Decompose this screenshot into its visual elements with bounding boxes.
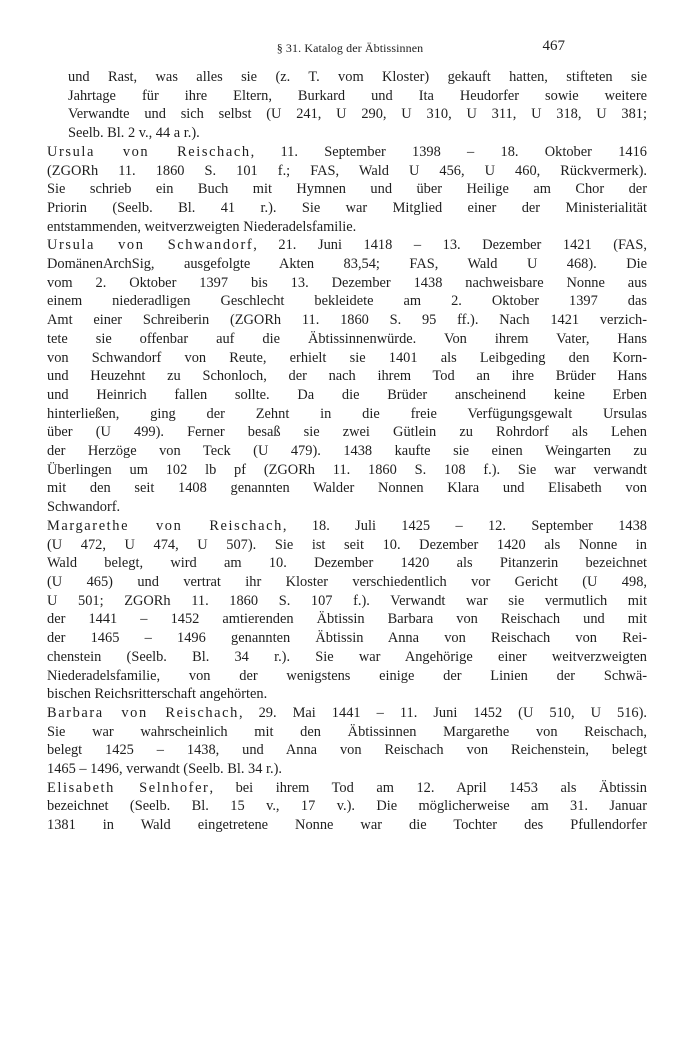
text-line: bischen Reichsritterschaft angehörten. [47, 686, 268, 703]
running-head [0, 38, 700, 58]
text-line: DomänenArchSig, ausgefolgte Akten 83,54; FAS, Wald U 468). Die [47, 256, 647, 273]
text-line: Verwandte und sich selbst (U 241, U 290, U 310, U 311, U 318, U 381; [68, 106, 647, 123]
intro-paragraph [47, 68, 647, 143]
text-line: , bei ihrem Tod am 12. April 1453 als Äbtissin [209, 779, 647, 796]
text-line: vom 2. Oktober 1397 bis 13. Dezember 1438 nachweisbare Nonne aus [47, 274, 647, 291]
abbess-name: Ursula von Reischach [47, 143, 251, 160]
text-line: Schwandorf. [47, 499, 121, 516]
text-line: Priorin (Seelb. Bl. 41 r.). Sie war Mitglied einer der Ministerialität [47, 199, 647, 216]
text-line: Sie war wahrscheinlich mit den Äbtissinnen Margarethe von Reischach, [47, 723, 647, 740]
text-line: der 1441 – 1452 amtierenden Äbtissin Barbara von Reischach und mit [47, 611, 647, 628]
text-line: 1381 in Wald eingetretene Nonne war die Tochter des Pfullendorfer [47, 817, 647, 834]
abbess-entry [47, 779, 647, 835]
text-line: der Herzöge von Teck (U 479). 1438 kaufte sie einen Weingarten zu [47, 443, 647, 460]
text-line: über (U 499). Ferner besaß sie zwei Gütlein zu Rohrdorf als Lehen [47, 424, 647, 441]
abbess-name: Margarethe von Reischach [47, 517, 283, 534]
text-line: U 501; ZGORh 11. 1860 S. 107 f.). Verwandt war sie vermutlich mit [47, 592, 647, 609]
abbess-name: Barbara von Reischach [47, 704, 239, 721]
text-line: entstammenden, weitverzweigten Niederadelsfamilie. [47, 218, 357, 235]
text-line: , 18. Juli 1425 – 12. September 1438 [282, 517, 647, 534]
text-line: tete sie offenbar auf die Äbtissinnenwürde. Von ihrem Vater, Hans [47, 330, 647, 347]
text-line: Amt einer Schreiberin (ZGORh 11. 1860 S. 95 ff.). Nach 1421 verzich- [47, 312, 647, 329]
text-line: einem niederadligen Geschlecht bekleidete am 2. Oktober 1397 das [47, 293, 647, 310]
running-head-title: § 31. Katalog der Äbtissinnen [276, 41, 424, 55]
text-line: Jahrtage für ihre Eltern, Burkard und Ita Heudorfer sowie weitere [68, 87, 647, 104]
abbess-name: Ursula von Schwandorf [47, 237, 254, 254]
text-line: bezeichnet (Seelb. Bl. 15 v., 17 v.). Die möglicherweise am 31. Januar [47, 798, 647, 815]
text-line: Wald belegt, wird am 10. Dezember 1420 als Pitanzerin bezeichnet [47, 555, 647, 572]
text-line: (ZGORh 11. 1860 S. 101 f.; FAS, Wald U 456, U 460, Rückvermerk). [47, 162, 647, 179]
text-line: von Schwandorf von Reute, erhielt sie 1401 als Leibgeding den Korn- [47, 349, 647, 366]
text-line: , 11. September 1398 – 18. Oktober 1416 [250, 143, 647, 160]
text-line: und Heuzehnt zu Schonloch, der nach ihrem Tod an ihre Brüder Hans [47, 368, 647, 385]
page-number: 467 [542, 38, 565, 54]
text-line: Überlingen um 102 lb pf (ZGORh 11. 1860 S. 108 f.). Sie war verwandt [47, 461, 647, 478]
text-line: 1465 – 1496, verwandt (Seelb. Bl. 34 r.). [47, 761, 283, 778]
text-line: , 29. Mai 1441 – 11. Juni 1452 (U 510, U 516). [238, 704, 648, 721]
abbess-entry [47, 704, 647, 779]
text-line: Sie schrieb ein Buch mit Hymnen und über Heilige am Chor der [47, 181, 647, 198]
text-line: und Rast, was alles sie (z. T. vom Kloster) gekauft hatten, stifteten sie [68, 69, 647, 85]
abbess-name: Elisabeth Selnhofer [47, 779, 210, 796]
text-line: (U 465) und vertrat ihr Kloster verschiedentlich vor Gericht (U 498, [47, 573, 647, 590]
abbess-entry [47, 517, 647, 704]
text-line: belegt 1425 – 1438, und Anna von Reischach von Reichenstein, belegt [47, 742, 647, 759]
body-text [47, 68, 647, 835]
text-line: der 1465 – 1496 genannten Äbtissin Anna von Reischach von Rei- [47, 630, 647, 647]
abbess-entry [47, 236, 647, 517]
text-line: mit den seit 1408 genannten Walder Nonnen Klara und Elisabeth von [47, 480, 647, 497]
text-line: chenstein (Seelb. Bl. 34 r.). Sie war Angehörige einer weitverzweigten [47, 648, 647, 665]
abbess-entry [47, 143, 647, 237]
text-line: , 21. Juni 1418 – 13. Dezember 1421 (FAS, [253, 237, 647, 254]
text-line: und Heinrich fallen sollte. Da die Brüder anscheinend keine Erben [47, 386, 647, 403]
text-line: Niederadelsfamilie, von der wenigstens einige der Linien der Schwä- [47, 667, 647, 684]
text-line: hinterließen, ging der Zehnt in die freie Verfügungsgewalt Ursulas [47, 405, 647, 422]
text-line: Seelb. Bl. 2 v., 44 a r.). [68, 125, 200, 142]
text-line: (U 472, U 474, U 507). Sie ist seit 10. Dezember 1420 als Nonne in [47, 536, 647, 553]
